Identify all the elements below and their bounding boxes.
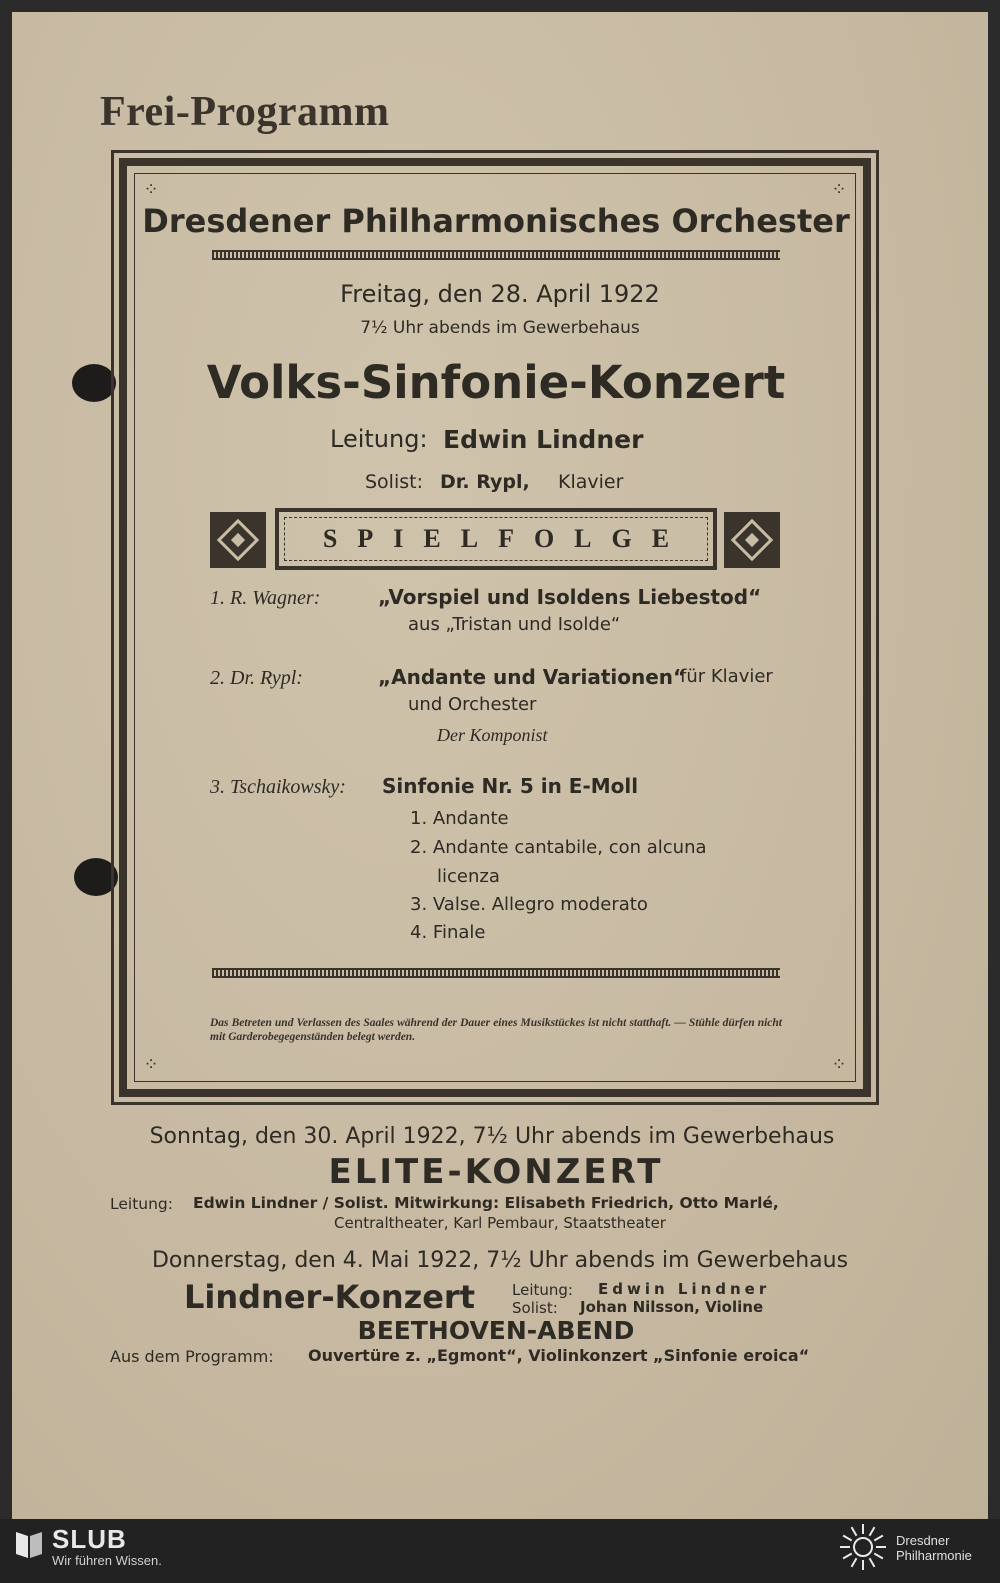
concert2-conductor-label: Leitung: [110, 1195, 173, 1213]
concert2-date-line: Sonntag, den 30. April 1922, 7½ Uhr abends im Gewerbehaus [149, 1124, 835, 1149]
corner-ornament-icon: ⁘ [143, 1054, 159, 1075]
sunburst-logo-icon[interactable] [838, 1522, 888, 1572]
concert2-credits: Edwin Lindner / Solist. Mitwirkung: Elisabeth Friedrich, Otto Marlé, [193, 1194, 779, 1212]
concert3-date-line: Donnerstag, den 4. Mai 1922, 7½ Uhr abends im Gewerbehaus [151, 1248, 849, 1273]
concert3-soloist-label: Solist: [512, 1299, 558, 1317]
ornamental-rule [212, 250, 780, 260]
program-item-work-rest: für Klavier [680, 666, 773, 687]
soloist-instrument: Klavier [558, 471, 624, 493]
philharmonie-logo-text [896, 1533, 972, 1563]
movement-item: licenza [437, 866, 500, 887]
orchestra-name: Dresdener Philharmonisches Orchester [142, 202, 850, 240]
hall-notice: Das Betreten und Verlassen des Saales während der Dauer eines Musikstückes ist nicht statthaft. — Stühle dürfen nicht mit Garderobegegenständen belegt werden. [210, 1017, 782, 1043]
slub-logo-text[interactable]: SLUB [52, 1524, 127, 1554]
program-item-subtitle: und Orchester [408, 694, 537, 715]
concert3-program: Ouvertüre z. „Egmont“, Violinkonzert „Sinfonie eroica“ [308, 1346, 810, 1365]
movement-item: 2. Andante cantabile, con alcuna [410, 837, 707, 858]
program-item-composer: 2. Dr. Rypl: [210, 667, 303, 689]
book-icon [14, 1528, 44, 1560]
concert2-title: ELITE-KONZERT [328, 1152, 664, 1192]
program-heading-box-inner [284, 517, 708, 561]
movement-item: 3. Valse. Allegro moderato [410, 894, 648, 915]
program-item-composer: 1. R. Wagner: [210, 587, 321, 609]
movement-item: 1. Andante [410, 808, 509, 829]
concert3-title: Lindner-Konzert [184, 1278, 475, 1316]
concert-title: Volks-Sinfonie-Konzert [206, 356, 786, 409]
soloist-name: Dr. Rypl, [440, 471, 530, 493]
concert3-soloist: Johan Nilsson, Violine [580, 1298, 764, 1316]
concert-time-place: 7½ Uhr abends im Gewerbehaus [360, 318, 640, 338]
soloist-label: Solist: [365, 471, 423, 493]
program-heading-box [275, 508, 717, 570]
concert3-conductor-label: Leitung: [512, 1281, 573, 1299]
conductor-name: Edwin Lindner [443, 425, 644, 454]
program-item-composer: 3. Tschaikowsky: [210, 776, 346, 798]
slub-tagline: Wir führen Wissen. [52, 1553, 162, 1568]
conductor-label: Leitung: [330, 425, 428, 453]
philharmonie-line2: Philharmonie [896, 1548, 972, 1563]
program-item-performer: Der Komponist [437, 725, 548, 745]
corner-ornament-icon: ⁘ [143, 179, 159, 200]
concert3-conductor: Edwin Lindner [598, 1280, 771, 1298]
movement-item: 4. Finale [410, 922, 486, 943]
program-item-work: „Vorspiel und Isoldens Liebestod“ [378, 585, 762, 609]
philharmonie-line1: Dresdner [896, 1533, 950, 1548]
program-item-work: „Andante und Variationen“ [378, 665, 687, 689]
ornamental-rule [212, 968, 780, 978]
diamond-ornament-icon [724, 512, 780, 568]
page-title: Frei-Programm [100, 89, 390, 135]
program-heading: SPIELFOLGE [322, 524, 690, 553]
program-item-work: Sinfonie Nr. 5 in E-Moll [382, 774, 639, 798]
corner-ornament-icon: ⁘ [831, 1054, 847, 1075]
concert3-subtitle: BEETHOVEN-ABEND [357, 1316, 635, 1345]
program-item-subtitle: aus „Tristan und Isolde“ [408, 614, 621, 635]
concert-date: Freitag, den 28. April 1922 [340, 280, 660, 308]
concert3-program-label: Aus dem Programm: [110, 1347, 274, 1366]
concert2-credits-venue: Centraltheater, Karl Pembaur, Staatstheater [334, 1214, 666, 1232]
diamond-ornament-icon [210, 512, 266, 568]
corner-ornament-icon: ⁘ [831, 179, 847, 200]
